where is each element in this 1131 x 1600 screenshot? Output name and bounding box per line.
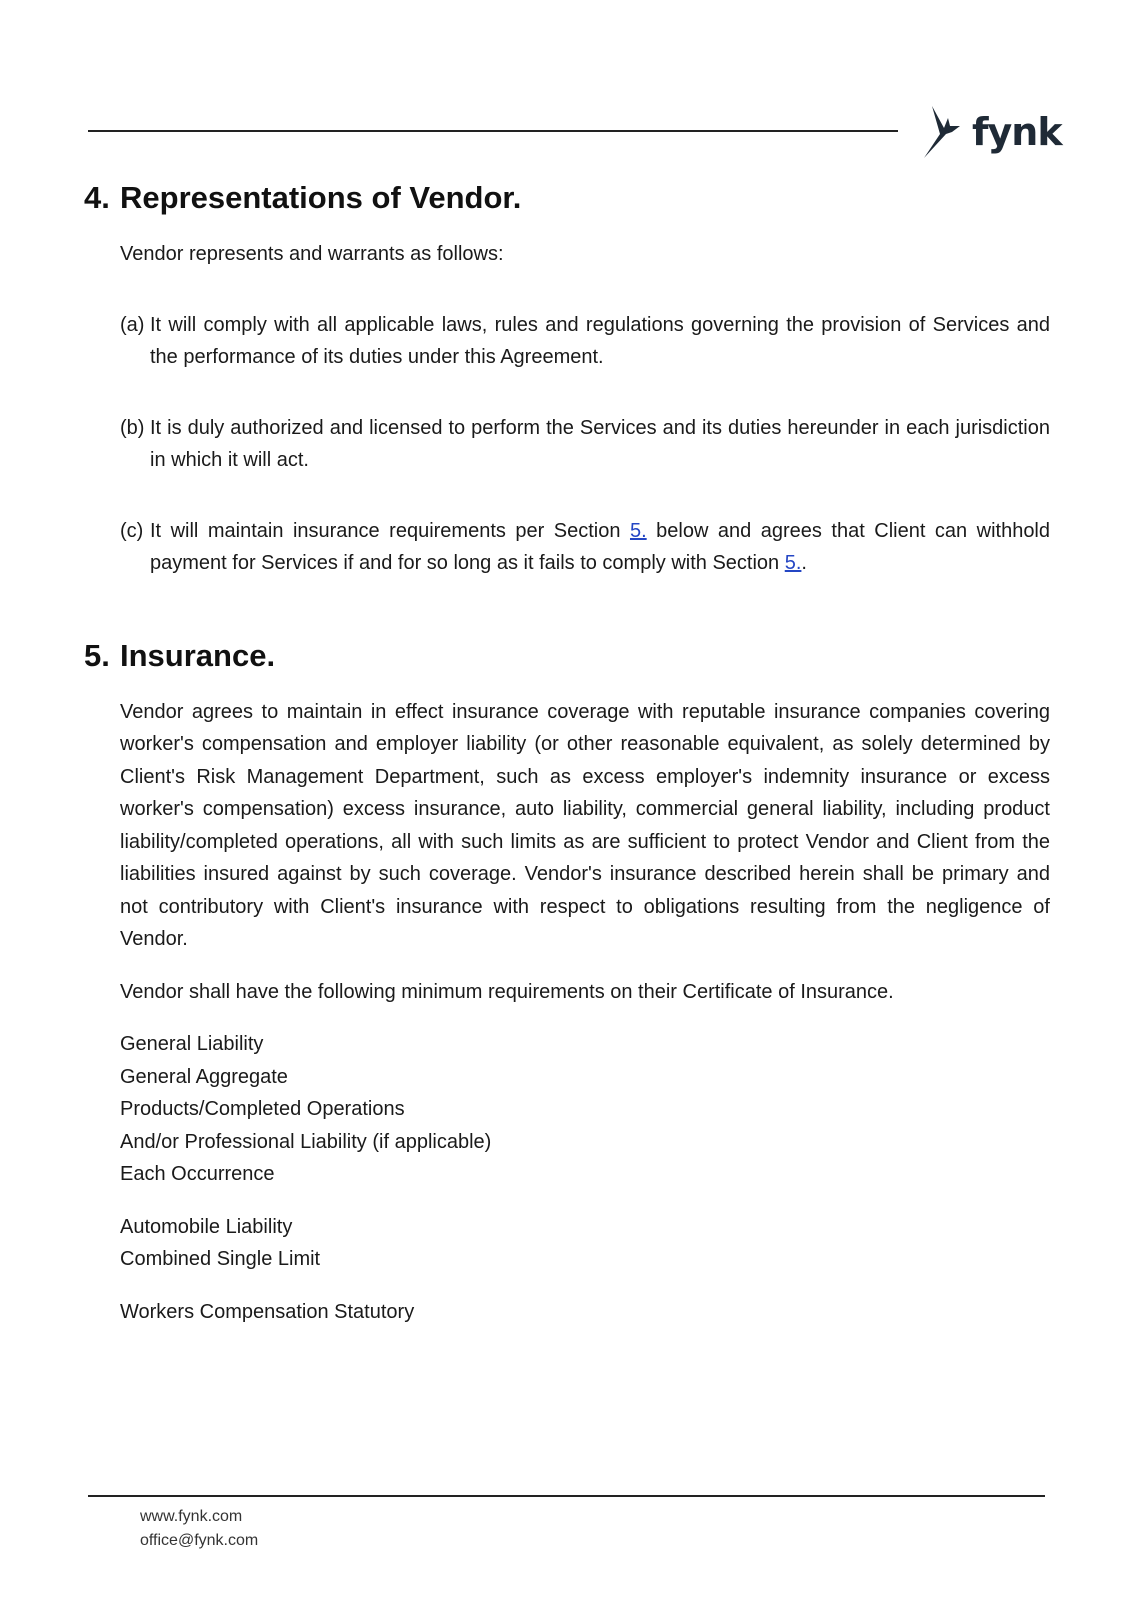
- footer-rule: [88, 1495, 1045, 1497]
- item-text: [150, 515, 1050, 580]
- certificate-requirements-text: Vendor shall have the following minimum requirements on their Certificate of Insurance.: [120, 980, 894, 1003]
- item-label: (a): [120, 313, 145, 336]
- workers-comp-line: Workers Compensation Statutory: [120, 1300, 415, 1323]
- footer-email: office@fynk.com: [140, 1532, 259, 1549]
- section-5-link[interactable]: 5.: [784, 552, 802, 574]
- list-item: [120, 515, 1050, 580]
- list-item: Automobile Liability: [120, 1215, 293, 1238]
- item-text-part: It will maintain insurance requirements per Section: [150, 519, 621, 542]
- footer: [140, 1505, 258, 1553]
- list-item: [120, 309, 1050, 374]
- section-4-intro: Vendor represents and warrants as follows:: [120, 243, 504, 265]
- item-label: (b): [120, 416, 145, 439]
- item-text: It will comply with all applicable laws, rules and regulations governing the provision of Services and the performance of its duties under this Agreement.: [150, 313, 1050, 368]
- automobile-liability-list: [120, 1211, 1050, 1276]
- list-item: General Aggregate: [120, 1065, 288, 1088]
- fynk-logo: [918, 104, 1062, 160]
- section-5-heading: [84, 638, 1050, 674]
- section-number: 5.: [84, 637, 110, 673]
- item-text-part: .: [801, 552, 807, 574]
- list-item: Combined Single Limit: [120, 1248, 321, 1270]
- document-content: [84, 180, 1050, 1328]
- item-label: (c): [120, 519, 144, 542]
- section-title: Representations of Vendor.: [120, 180, 522, 215]
- item-text-part: below and agrees that Client can withhold payment for Services if and for so long as it fails to comply with Section: [150, 519, 1051, 574]
- list-item: Products/Completed Operations: [120, 1098, 405, 1120]
- section-4-heading: [84, 180, 1050, 216]
- list-item: Each Occurrence: [120, 1163, 275, 1185]
- footer-website: www.fynk.com: [140, 1508, 243, 1525]
- list-item: General Liability: [120, 1033, 264, 1055]
- general-liability-list: [120, 1028, 1050, 1191]
- insurance-paragraph: Vendor agrees to maintain in effect insurance coverage with reputable insurance companies covering worker's compensation and employer liability (or other reasonable equivalent, as solely determined by Client's Risk Management Department, such as excess employer's indemnity insurance or excess worker's compensation) excess insurance, auto liability, commercial general liability, including product liability/completed operations, all with such limits as are sufficient to protect Vendor and Client from the liabilities insured against by such coverage. Vendor's insurance described herein shall be primary and not contributory with Client's insurance with respect to obligations resulting from the negligence of Vendor.: [120, 700, 1050, 950]
- header-rule: [88, 130, 898, 132]
- bird-icon: [918, 104, 970, 160]
- section-5-link[interactable]: 5.: [629, 519, 647, 542]
- section-title: Insurance.: [120, 637, 276, 673]
- logo-text: fynk: [972, 110, 1062, 154]
- section-number: 4.: [84, 180, 110, 215]
- list-item: [120, 412, 1050, 477]
- list-item: And/or Professional Liability (if applicable): [120, 1130, 492, 1153]
- item-text: It is duly authorized and licensed to perform the Services and its duties hereunder in each jurisdiction in which it will act.: [150, 416, 1050, 471]
